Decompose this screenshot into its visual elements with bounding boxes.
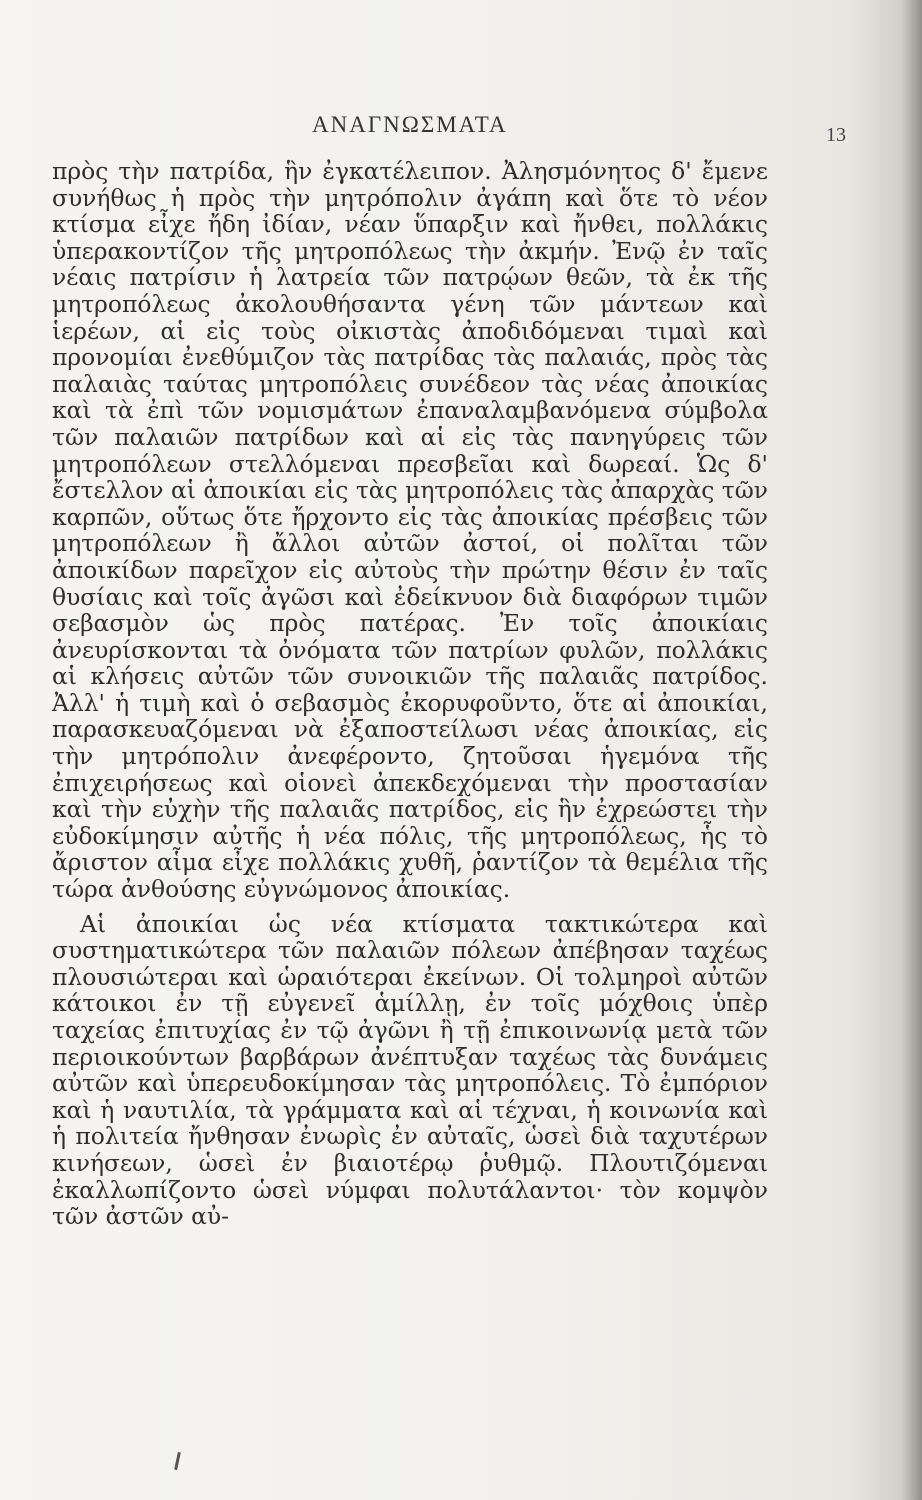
ink-mark bbox=[174, 1452, 181, 1470]
paragraph: Αἱ ἀποικίαι ὡς νέα κτίσματα τακτικώτερα καὶ συστηματικώτερα τῶν παλαιῶν πόλεων ἀπέβησαν ταχέως πλουσιώτεραι καὶ ὡραιότεραι ἐκείνων. Οἱ τολμηροὶ αὐτῶν κάτοικοι ἐν τῇ εὐγενεῖ ἁμίλλῃ, ἐν τοῖς μόχθοις ὑπὲρ ταχείας ἐπιτυχίας ἐν τῷ ἀγῶνι ἢ τῇ ἐπικοινωνίᾳ μετὰ τῶν περιοικούντων βαρβάρων ἀνέπτυξαν ταχέως τὰς δυνάμεις αὐτῶν καὶ ὑπερευδοκίμησαν τὰς μητροπόλεις. Τὸ ἐμπόριον καὶ ἡ ναυτιλία, τὰ γράμματα καὶ αἱ τέχναι, ἡ κοινωνία καὶ ἡ πολιτεία ἤνθησαν ἐνωρὶς ἐν αὐταῖς, ὡσεὶ διὰ ταχυτέρων κινήσεων, ὡσεὶ ἐν βιαιοτέρῳ ῥυθμῷ. Πλουτιζόμεναι ἐκαλλωπίζοντο ὡσεὶ νύμφαι πολυτάλαντοι· τὸν κομψὸν τῶν ἀστῶν αὐ- bbox=[52, 909, 768, 1231]
paragraph: πρὸς τὴν πατρίδα, ἣν ἐγκατέλειπον. Ἀλησμόνητος δ' ἔμενε συνήθως ἡ πρὸς τὴν μητρόπολιν ἀγάπη καὶ ὅτε τὸ νέον κτίσμα εἶχε ἤδη ἰδίαν, νέαν ὕπαρξιν καὶ ἤνθει, πολλάκις ὑπερακοντίζον τῆς μητροπόλεως τὴν ἀκμήν. Ἐνῷ ἐν ταῖς νέαις πατρίσιν ἡ λατρεία τῶν πατρῴων θεῶν, τὰ ἐκ τῆς μητροπόλεως ἀκολουθήσαντα γένη τῶν μάντεων καὶ ἱερέων, αἱ εἰς τοὺς οἰκιστὰς ἀποδιδόμεναι τιμαὶ καὶ προνομίαι ἐνεθύμιζον τὰς πατρίδας τὰς παλαιάς, πρὸς τὰς παλαιὰς ταύτας μητροπόλεις συνέδεον τὰς νέας ἀποικίας καὶ τὰ ἐπὶ τῶν νομισμάτων ἐπαναλαμβανόμενα σύμβολα τῶν παλαιῶν πατρίδων καὶ αἱ εἰς τὰς πανηγύρεις τῶν μητροπόλεων στελλόμεναι πρεσβεῖαι καὶ δωρεαί. Ὡς δ' ἔστελλον αἱ ἀποικίαι εἰς τὰς μητροπόλεις τὰς ἀπαρχὰς τῶν καρπῶν, οὕτως ὅτε ἤρχοντο εἰς τὰς ἀποικίας πρέσβεις τῶν μητροπόλεων ἢ ἄλλοι αὐτῶν ἀστοί, οἱ πολῖται τῶν ἀποικίδων παρεῖχον εἰς αὐτοὺς τὴν πρώτην θέσιν ἐν ταῖς θυσίαις καὶ τοῖς ἀγῶσι καὶ ἐδείκνυον διὰ διαφόρων τιμῶν σεβασμὸν ὡς πρὸς πατέρας. Ἐν τοῖς ἀποικίαις ἀνευρίσκονται τὰ ὀνόματα τῶν πατρίων φυλῶν, πολλάκις αἱ κλήσεις αὐτῶν τῶν συνοικιῶν τῆς παλαιᾶς πατρίδος. Ἀλλ' ἡ τιμὴ καὶ ὁ σεβασμὸς ἐκορυφοῦντο, ὅτε αἱ ἀποικίαι, παρασκευαζόμεναι νὰ ἐξαποστείλωσι νέας ἀποικίας, εἰς τὴν μητρόπολιν ἀνεφέροντο, ζητοῦσαι ἡγεμόνα τῆς ἐπιχειρήσεως καὶ οἱονεὶ ἀπεκδεχόμεναι τὴν προστασίαν καὶ τὴν εὐχὴν τῆς παλαιᾶς πατρίδος, εἰς ἣν ἐχρεώστει τὴν εὐδοκίμησιν αὐτῆς ἡ νέα πόλις, τῆς μητροπόλεως, ἧς τὸ ἄριστον αἷμα εἶχε πολλάκις χυθῆ, ῥαντίζον τὰ θεμέλια τῆς τώρα ἀνθούσης εὐγνώμονος ἀποικίας. bbox=[52, 157, 768, 904]
page-edge-shadow bbox=[900, 0, 922, 1500]
body-text bbox=[52, 158, 768, 1230]
page-number: 13 bbox=[826, 124, 846, 146]
running-title: ΑΝΑΓΝΩΣΜΑΤΑ bbox=[312, 112, 508, 137]
page-header bbox=[0, 104, 922, 144]
